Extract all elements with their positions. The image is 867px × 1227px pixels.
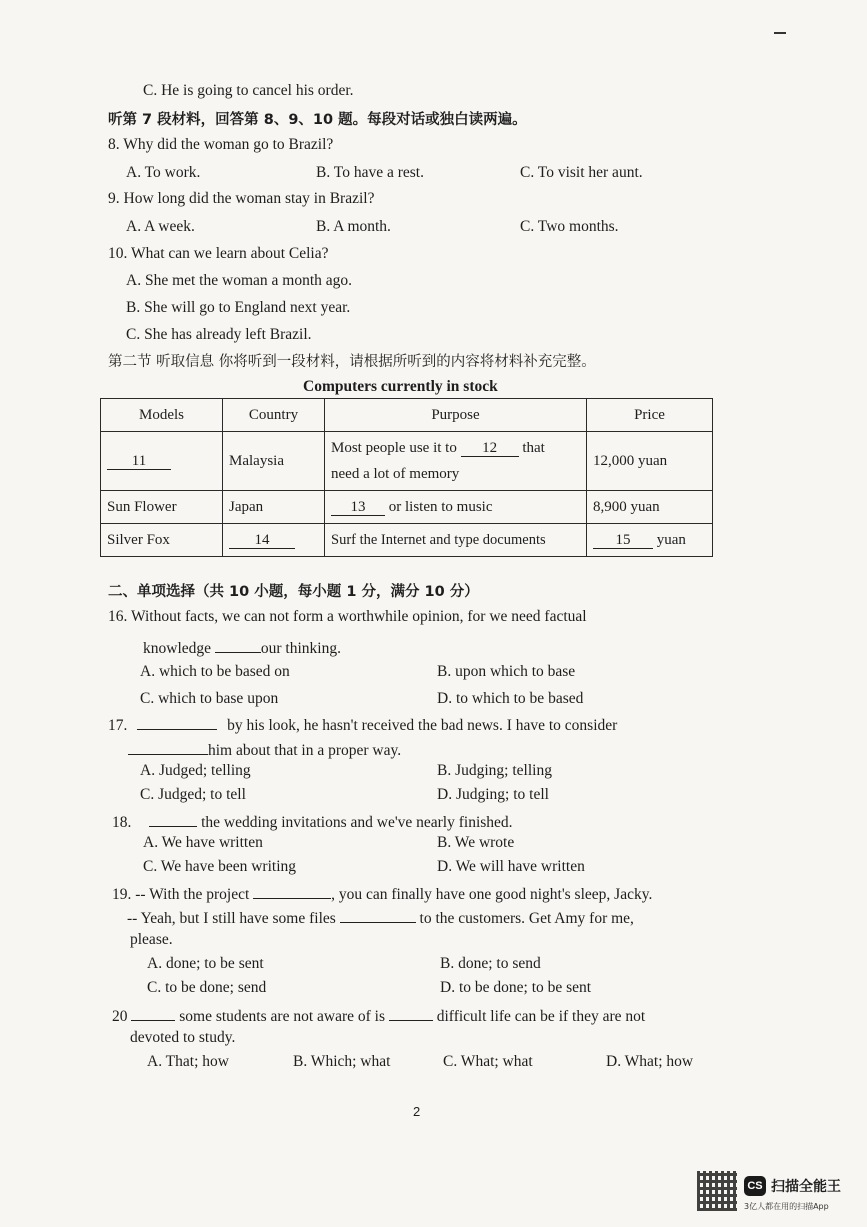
blank-12[interactable]: 12: [461, 440, 519, 457]
cell-model: [101, 432, 223, 491]
cell-model: Silver Fox: [101, 524, 223, 557]
q16-option-b[interactable]: B. upon which to base: [437, 663, 576, 680]
q20-line1: 20 some students are not aware of is difficult life can be if they are not: [112, 1004, 645, 1026]
q17-blank-2[interactable]: [128, 738, 208, 755]
cell-country: Japan: [223, 491, 325, 524]
blank-11[interactable]: 11: [107, 453, 171, 470]
q16-blank[interactable]: [215, 636, 261, 653]
q20-line2: devoted to study.: [130, 1029, 236, 1046]
cell-price: 8,900 yuan: [587, 491, 713, 524]
cell-model: Sun Flower: [101, 491, 223, 524]
q9-option-a: A. A week.: [126, 218, 195, 235]
q17-option-d[interactable]: D. Judging; to tell: [437, 786, 549, 803]
q17-option-c[interactable]: C. Judged; to tell: [140, 786, 246, 803]
blank-14[interactable]: 14: [229, 532, 295, 549]
q9-stem: 9. How long did the woman stay in Brazil?: [108, 190, 375, 207]
q18-option-c[interactable]: C. We have been writing: [143, 858, 296, 875]
page-number: 2: [413, 1104, 421, 1119]
q17-line1: 17. by his look, he hasn't received the bad news. I have to consider: [108, 713, 617, 735]
q19-option-a[interactable]: A. done; to be sent: [147, 955, 264, 972]
q20-option-d[interactable]: D. What; how: [606, 1053, 694, 1070]
brand-tagline: 3亿人都在用的扫描App: [744, 1202, 829, 1211]
q20-blank-2[interactable]: [389, 1004, 433, 1021]
corner-mark: [774, 32, 786, 34]
q20-blank-1[interactable]: [131, 1004, 175, 1021]
cell-purpose: Surf the Internet and type documents: [325, 524, 587, 557]
q16-option-a[interactable]: A. which to be based on: [140, 663, 290, 680]
cell-purpose: Most people use it to 12 that need a lot of memory: [325, 432, 587, 491]
stock-table: [100, 398, 713, 557]
q18-option-d[interactable]: D. We will have written: [437, 858, 585, 875]
q10-stem: 10. What can we learn about Celia?: [108, 245, 329, 262]
q16-option-d[interactable]: D. to which to be based: [437, 690, 584, 707]
cell-price: 12,000 yuan: [587, 432, 713, 491]
q17-option-b[interactable]: B. Judging; telling: [437, 762, 552, 779]
q19-option-b[interactable]: B. done; to send: [440, 955, 541, 972]
q16-option-c[interactable]: C. which to base upon: [140, 690, 279, 707]
q17-option-a[interactable]: A. Judged; telling: [140, 762, 251, 779]
q10-option-b: B. She will go to England next year.: [126, 299, 351, 316]
q18-option-a[interactable]: A. We have written: [143, 834, 263, 851]
table-row: [101, 432, 713, 491]
q20-option-a[interactable]: A. That; how: [147, 1053, 229, 1070]
table-title: Computers currently in stock: [303, 378, 498, 395]
q19-option-c[interactable]: C. to be done; send: [147, 979, 267, 996]
cell-country: Malaysia: [223, 432, 325, 491]
section-instruction: 听第 7 段材料，回答第 8、9、10 题。每段对话或独白读两遍。: [108, 112, 527, 128]
q17-line2: him about that in a proper way.: [128, 738, 401, 760]
header-price: Price: [587, 399, 713, 432]
header-country: Country: [223, 399, 325, 432]
cell-price: 15 yuan: [587, 524, 713, 557]
q9-option-b: B. A month.: [316, 218, 391, 235]
part-two-heading: 二、单项选择（共 10 小题，每小题 1 分，满分 10 分）: [108, 584, 479, 600]
q8-stem: 8. Why did the woman go to Brazil?: [108, 136, 334, 153]
q10-option-a: A. She met the woman a month ago.: [126, 272, 352, 289]
q20-option-c[interactable]: C. What; what: [443, 1053, 533, 1070]
table-header-row: [101, 399, 713, 432]
brand-name: 扫描全能王: [771, 1179, 841, 1195]
q19-line3: please.: [130, 931, 173, 948]
cell-purpose: 13 or listen to music: [325, 491, 587, 524]
q20-option-b[interactable]: B. Which; what: [293, 1053, 391, 1070]
q19-option-d[interactable]: D. to be done; to be sent: [440, 979, 592, 996]
q17-blank-1[interactable]: [137, 713, 217, 730]
q18-blank[interactable]: [149, 810, 197, 827]
qr-code-icon: [697, 1171, 737, 1211]
blank-13[interactable]: 13: [331, 499, 385, 516]
q7-option-c: C. He is going to cancel his order.: [143, 82, 354, 99]
blank-15[interactable]: 15: [593, 532, 653, 549]
q8-option-b: B. To have a rest.: [316, 164, 424, 181]
header-purpose: Purpose: [325, 399, 587, 432]
table-row: [101, 491, 713, 524]
camscanner-logo-icon: CS: [744, 1176, 766, 1196]
q8-option-a: A. To work.: [126, 164, 201, 181]
q19-line2: -- Yeah, but I still have some files to the customers. Get Amy for me,: [127, 906, 634, 928]
header-models: Models: [101, 399, 223, 432]
table-row: [101, 524, 713, 557]
part2-heading: 第二节 听取信息 你将听到一段材料，请根据所听到的内容将材料补充完整。: [108, 354, 596, 370]
q10-option-c: C. She has already left Brazil.: [126, 326, 312, 343]
q16-line1: 16. Without facts, we can not form a worthwhile opinion, for we need factual: [108, 608, 587, 625]
q9-option-c: C. Two months.: [520, 218, 619, 235]
q19-line1: 19. -- With the project , you can finally have one good night's sleep, Jacky.: [112, 882, 652, 904]
q16-line2: knowledge our thinking.: [143, 636, 341, 658]
q19-blank-1[interactable]: [253, 882, 331, 899]
q19-blank-2[interactable]: [340, 906, 416, 923]
cell-country: [223, 524, 325, 557]
q18-option-b[interactable]: B. We wrote: [437, 834, 515, 851]
q18-stem: 18. the wedding invitations and we've nearly finished.: [112, 810, 513, 832]
q8-option-c: C. To visit her aunt.: [520, 164, 643, 181]
